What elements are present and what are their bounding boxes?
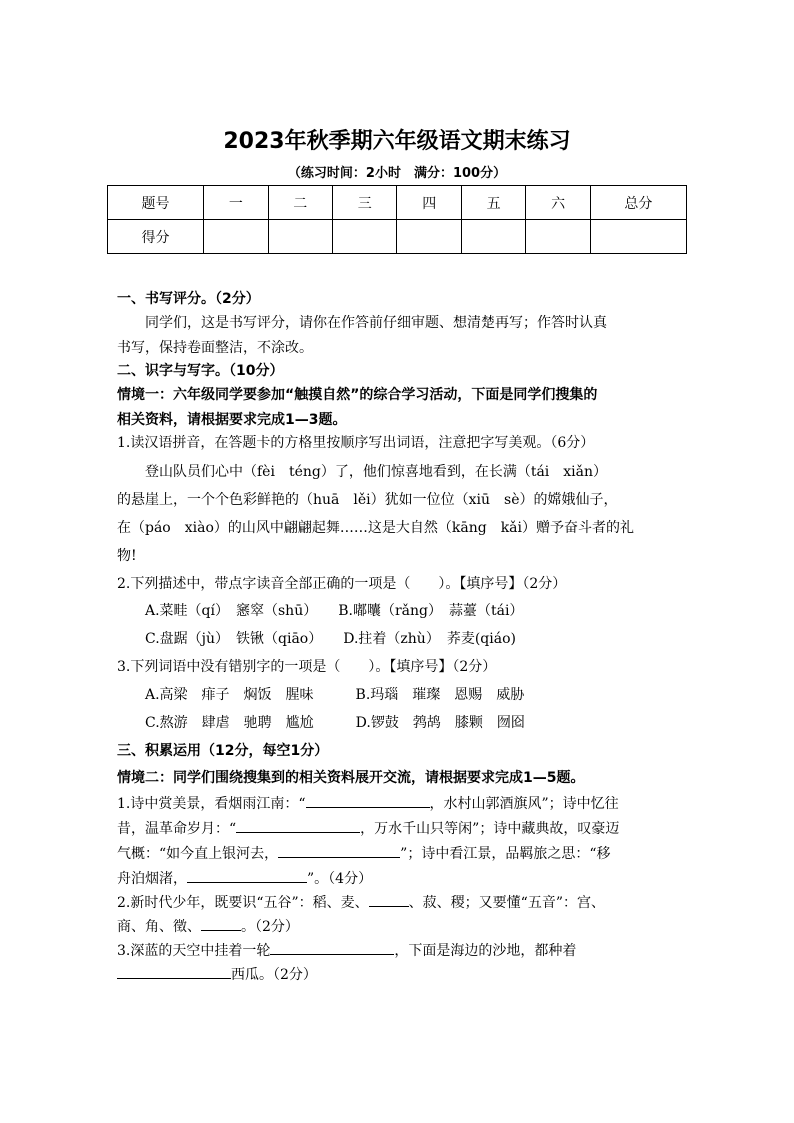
header-cell-4: 四	[397, 186, 461, 220]
header-cell-1: 一	[204, 186, 268, 220]
header-cell-total: 总分	[590, 186, 686, 220]
question-3-options-ab: A.高梁 痱子 焖饭 腥味 B.玛瑙 璀璨 恩赐 威胁	[145, 687, 525, 703]
score-cell-5[interactable]	[461, 220, 525, 254]
score-cell-4[interactable]	[397, 220, 461, 254]
header-cell-3: 三	[333, 186, 397, 220]
text-fragment: ，水村山郭酒旗风”；诗中忆往	[429, 796, 619, 812]
question-1: 1.读汉语拼音，在答题卡的方格里按顺序写出词语，注意把字写美观。（6分）	[117, 435, 595, 451]
text-fragment: 、菽、稷；又要懂“五音”：宫、	[408, 895, 605, 911]
exam-info: （练习时间：2小时 满分：100分）	[287, 166, 507, 181]
section-1-paragraph-line: 书写，保持卷面整洁，不涂改。	[117, 340, 313, 356]
text-fragment: 昔，温革命岁月：“	[117, 821, 237, 837]
text-fragment: ”。（4分）	[307, 871, 373, 887]
answer-blank[interactable]	[236, 818, 360, 833]
question-3: 3.下列词语中没有错别字的一项是（ ）。【填序号】（2分）	[117, 659, 497, 675]
answer-blank[interactable]	[187, 868, 307, 883]
text-fragment: ，下面是海边的沙地，都种着	[394, 943, 577, 959]
score-cell-3[interactable]	[333, 220, 397, 254]
text-fragment: 。（2分）	[241, 919, 299, 935]
text-fragment: 气概：“如今直上银河去，	[117, 846, 279, 862]
scenario-1-text: 情境一：六年级同学要参加“触摸自然”的综合学习活动，下面是同学们搜集的	[117, 387, 598, 403]
header-cell-question-no: 题号	[108, 186, 204, 220]
scenario-1-text: 相关资料，请根据要求完成1—3题。	[117, 412, 347, 428]
section-3-question-3-line	[117, 940, 576, 961]
answer-blank[interactable]	[306, 793, 430, 808]
question-1-passage-line: 物!	[117, 548, 137, 564]
answer-blank[interactable]	[201, 916, 241, 931]
text-fragment: 舟泊烟渚，	[117, 871, 187, 887]
score-table-score-row	[108, 220, 687, 254]
section-3-question-1-line	[117, 843, 611, 864]
section-3-question-1-line	[117, 868, 372, 889]
answer-blank[interactable]	[117, 964, 231, 979]
question-1-passage-line: 在（páo xiào）的山风中翩翩起舞……这是大自然（kāng kǎi）赠予奋斗者的礼	[117, 520, 635, 536]
answer-blank[interactable]	[270, 940, 394, 955]
text-fragment: ，万水千山只等闲”；诗中藏典故，叹豪迈	[360, 821, 620, 837]
section-1-heading: 一、书写评分。（2分）	[117, 291, 260, 307]
score-cell-1[interactable]	[204, 220, 268, 254]
question-3-options-cd: C.熬游 肆虐 驰聘 尴尬 D.锣鼓 鹁鸪 膝颗 囫囵	[145, 715, 525, 731]
section-1-paragraph-line: 同学们，这是书写评分，请你在作答前仔细审题、想清楚再写；作答时认真	[145, 315, 607, 331]
question-1-passage-line: 登山队员们心中（fèi téng）了，他们惊喜地看到，在长满（tái xiǎn）	[145, 464, 608, 480]
section-3-question-2-line	[117, 892, 605, 913]
question-2: 2.下列描述中，带点字读音全部正确的一项是（ ）。【填序号】（2分）	[117, 576, 567, 592]
answer-blank[interactable]	[369, 892, 409, 907]
score-row-label: 得分	[108, 220, 204, 254]
section-3-question-2-line	[117, 916, 299, 937]
header-cell-6: 六	[526, 186, 590, 220]
section-3-question-1-line	[117, 793, 619, 814]
question-2-options-cd: C.盘踞（jù） 铁锹（qiāo） D.拄着（zhù） 荞麦(qiáo)	[145, 631, 516, 647]
text-fragment: ”；诗中看江景，品羁旅之思：“移	[400, 846, 611, 862]
score-table-header-row	[108, 186, 687, 220]
section-3-question-3-line	[117, 964, 317, 985]
section-2-heading: 二、识字与写字。（10分）	[117, 363, 284, 379]
section-3-question-1-line	[117, 818, 619, 839]
text-fragment: 1.诗中赏美景，看烟雨江南：“	[117, 796, 306, 812]
answer-blank[interactable]	[278, 843, 400, 858]
page-title: 2023年秋季期六年级语文期末练习	[223, 129, 571, 154]
question-1-passage-line: 的悬崖上，一个个色彩鲜艳的（huā lěi）犹如一位位（xiū sè）的嫦娥仙子，	[117, 492, 618, 508]
header-cell-2: 二	[268, 186, 332, 220]
text-fragment: 商、角、徵、	[117, 919, 201, 935]
text-fragment: 3.深蓝的天空中挂着一轮	[117, 943, 271, 959]
text-fragment: 西瓜。（2分）	[231, 967, 317, 983]
score-cell-total[interactable]	[590, 220, 686, 254]
section-3-heading: 三、积累运用（12分，每空1分）	[117, 743, 329, 759]
score-cell-2[interactable]	[268, 220, 332, 254]
text-fragment: 2.新时代少年，既要识“五谷”：稻、麦、	[117, 895, 369, 911]
question-2-options-ab: A.菜畦（qí） 窸窣（shū） B.嘟囔（rǎng） 蒜薹（tái）	[145, 603, 524, 619]
score-table	[107, 185, 687, 254]
scenario-2-text: 情境二：同学们围绕搜集到的相关资料展开交流，请根据要求完成1—5题。	[117, 770, 585, 786]
score-cell-6[interactable]	[526, 220, 590, 254]
header-cell-5: 五	[461, 186, 525, 220]
